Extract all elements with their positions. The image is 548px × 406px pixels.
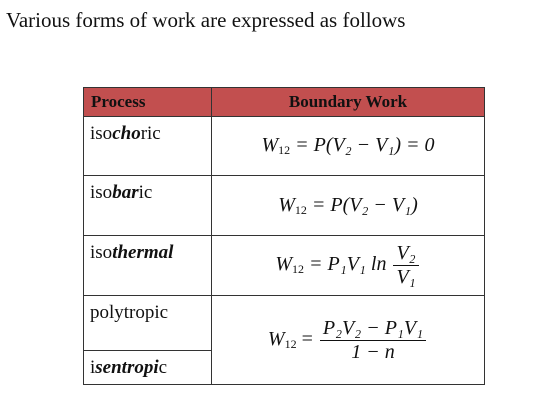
equation-lhs: W bbox=[267, 327, 285, 350]
table-header-row bbox=[84, 88, 485, 117]
process-emphasis: cho bbox=[112, 123, 141, 144]
equation-lhs-subscript: 12 bbox=[278, 143, 291, 157]
equation-lhs: W bbox=[278, 193, 295, 216]
process-prefix: iso bbox=[90, 242, 113, 263]
table-row-isochoric bbox=[84, 117, 485, 176]
process-suffix: c bbox=[158, 357, 168, 378]
header-boundary-work: Boundary Work bbox=[212, 88, 485, 117]
equation-cell bbox=[212, 296, 485, 385]
table-row-polytropic bbox=[84, 296, 485, 351]
intro-text: Various forms of work are expressed as follows bbox=[6, 8, 406, 32]
process-emphasis: sentropi bbox=[95, 357, 159, 378]
equation-cell bbox=[212, 117, 485, 176]
equation-rhs: = P(V₂ − V₁) = 0 bbox=[295, 134, 435, 156]
equation-rhs: = bbox=[301, 327, 313, 350]
equation-lhs: W bbox=[261, 134, 279, 156]
process-prefix: iso bbox=[90, 123, 113, 144]
equation-lhs-subscript: 12 bbox=[294, 202, 307, 217]
equation-fraction bbox=[393, 242, 418, 289]
process-prefix: iso bbox=[90, 182, 113, 203]
process-prefix: polytropic bbox=[90, 302, 169, 323]
fraction-numerator: P₂V₂ − P₁V₁ bbox=[320, 317, 426, 341]
process-cell bbox=[84, 296, 212, 351]
process-cell bbox=[84, 236, 212, 296]
process-emphasis: bar bbox=[112, 182, 139, 203]
equation-rhs: = P₁V₁ ln bbox=[309, 253, 387, 276]
equation-fraction bbox=[320, 317, 426, 364]
table-row-isobaric bbox=[84, 176, 485, 236]
process-cell bbox=[84, 117, 212, 176]
header-process: Process bbox=[84, 88, 212, 117]
fraction-numerator: V₂ bbox=[393, 242, 418, 266]
equation-cell bbox=[212, 176, 485, 236]
fraction-denominator: V₁ bbox=[396, 266, 416, 288]
table-row-isothermal bbox=[84, 236, 485, 296]
equation-rhs: = P(V₂ − V₁) bbox=[311, 193, 418, 216]
process-suffix: ic bbox=[138, 182, 153, 203]
process-suffix: ric bbox=[140, 123, 161, 144]
equation-lhs: W bbox=[275, 253, 293, 276]
equation-lhs-subscript: 12 bbox=[292, 262, 305, 277]
process-prefix: i bbox=[90, 357, 96, 378]
process-cell bbox=[84, 176, 212, 236]
equation-cell bbox=[212, 236, 485, 296]
equation-lhs-subscript: 12 bbox=[284, 336, 297, 351]
process-emphasis: thermal bbox=[112, 242, 174, 263]
boundary-work-table bbox=[83, 87, 485, 385]
process-cell bbox=[84, 351, 212, 385]
fraction-denominator: 1 − n bbox=[351, 340, 395, 363]
